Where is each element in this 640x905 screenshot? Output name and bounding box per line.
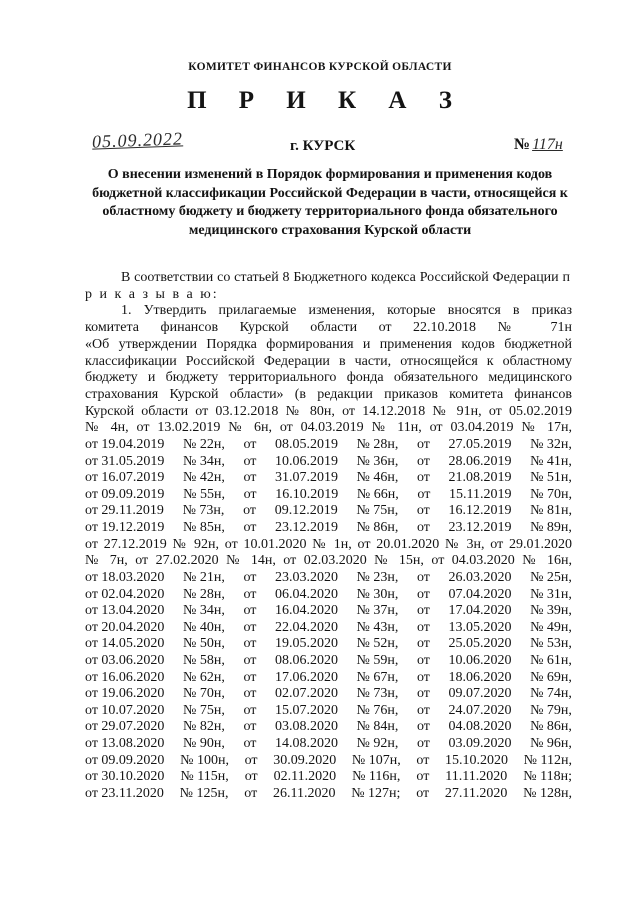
amendment-cell: от <box>243 520 257 535</box>
amendment-cell: № 86н, <box>356 520 399 535</box>
amendment-row <box>85 487 572 504</box>
amendment-cell: № 128н, <box>523 785 572 801</box>
amendment-cell: от <box>243 503 257 519</box>
amendment-cell: от <box>416 470 430 486</box>
amendment-cell: 26.11.2020 <box>272 785 336 801</box>
amendment-cell: № 75н, <box>356 503 399 519</box>
amendment-cell: 10.06.2020 <box>448 652 512 668</box>
amendment-cell: от 23.11.2020 <box>85 785 164 801</box>
amendment-cell: № 70н, <box>183 686 225 702</box>
amendment-list-2 <box>85 570 572 802</box>
text-line: комитета финансов Курской области от 22.10.2018 № 71н <box>85 320 572 336</box>
amendment-cell: от 16.07.2019 <box>85 470 165 486</box>
amendment-row <box>85 686 572 703</box>
amendment-cell: от <box>243 702 257 718</box>
amendment-cell: 18.06.2020 <box>448 669 512 685</box>
amendment-cell: № 116н, <box>352 769 401 785</box>
amendment-cell: 27.11.2020 <box>444 785 508 801</box>
amendment-cell: 13.05.2020 <box>448 619 512 635</box>
amendment-cell: № 25н, <box>530 570 572 585</box>
amendment-cell: от <box>243 570 257 585</box>
amendment-cell: 11.11.2020 <box>445 769 508 785</box>
amendment-mid-lines <box>85 537 572 570</box>
amendment-cell: № 127н; <box>351 785 401 801</box>
order-number <box>514 136 563 154</box>
amendment-cell: от <box>416 520 430 535</box>
amendment-cell: от 19.12.2019 <box>85 520 165 535</box>
amendment-cell: № 22н, <box>183 437 225 453</box>
amendment-cell: 02.11.2020 <box>273 769 337 785</box>
amendment-cell: от <box>243 669 257 685</box>
amendment-cell: № 28н, <box>183 586 225 602</box>
amendment-row <box>85 736 572 753</box>
intro-paragraph <box>85 270 572 303</box>
amendment-cell: от 19.06.2020 <box>85 686 165 702</box>
amendment-cell: 06.04.2020 <box>274 586 338 602</box>
amendment-cell: 25.05.2020 <box>448 636 512 652</box>
number-label: № <box>514 136 531 153</box>
amendment-cell: № 73н, <box>182 503 225 519</box>
amendment-cell: от 18.03.2020 <box>85 570 165 585</box>
amendment-cell: 31.07.2019 <box>274 470 338 486</box>
amendment-cell: от 03.06.2020 <box>85 652 165 668</box>
amendment-cell: от 09.09.2020 <box>85 752 165 768</box>
amendment-cell: от 19.04.2019 <box>85 437 165 453</box>
amendment-cell: от 20.04.2020 <box>85 619 165 635</box>
amendment-cell: от <box>243 586 257 602</box>
order-body <box>85 270 572 802</box>
amendment-cell: 09.12.2019 <box>274 503 338 519</box>
amendment-cell: № 81н, <box>530 503 572 519</box>
amendment-cell: от <box>244 752 258 768</box>
amendment-cell: № 42н, <box>183 470 225 486</box>
amendment-row <box>85 603 572 620</box>
amendment-cell: № 43н, <box>356 619 399 635</box>
amendment-row <box>85 570 572 587</box>
amendment-cell: от 31.05.2019 <box>85 453 165 469</box>
amendment-cell: от <box>243 470 257 486</box>
amendment-row <box>85 454 572 471</box>
amendment-cell: от <box>416 785 430 801</box>
amendment-row <box>85 636 572 653</box>
amendment-cell: 21.08.2019 <box>448 470 512 486</box>
amendment-cell: № 49н, <box>530 619 572 635</box>
amendment-cell: от <box>416 453 430 469</box>
amendment-cell: от 29.07.2020 <box>85 719 165 735</box>
amendment-row <box>85 503 572 520</box>
amendment-row <box>85 620 572 637</box>
amendment-cell: № 107н, <box>351 752 401 768</box>
amendment-cell: 22.04.2020 <box>274 619 338 635</box>
amendment-cell: № 53н, <box>530 636 572 652</box>
amendment-cell: № 34н, <box>183 603 225 619</box>
amendment-cell: № 90н, <box>183 735 225 751</box>
text-line: № 4н, от 13.02.2019 № 6н, от 04.03.2019 № 11н, от 03.04.2019 № 17н, <box>85 420 572 436</box>
amendment-cell: 17.04.2020 <box>448 603 512 619</box>
amendment-cell: № 92н, <box>356 735 399 751</box>
text-line: 1. Утвердить прилагаемые изменения, которые вносятся в приказ <box>121 303 572 319</box>
amendment-cell: от <box>416 652 430 668</box>
amendment-cell: № 86н, <box>530 719 572 735</box>
amendment-cell: 02.07.2020 <box>274 686 338 702</box>
amendment-cell: № 125н, <box>179 785 229 801</box>
amendment-cell: 03.09.2020 <box>448 735 512 751</box>
amendment-cell: 26.03.2020 <box>448 570 512 585</box>
amendment-cell: № 69н, <box>530 669 572 685</box>
amendment-cell: от <box>243 719 257 735</box>
amendment-cell: № 85н, <box>183 520 225 535</box>
amendment-cell: № 36н, <box>356 453 399 469</box>
text-line: бюджету и бюджету территориального фонда обязательного медицинского <box>85 370 572 386</box>
amendment-cell: 17.06.2020 <box>274 669 338 685</box>
amendment-cell: 04.08.2020 <box>448 719 512 735</box>
amendment-cell: № 23н, <box>356 570 399 585</box>
amendment-cell: № 61н, <box>530 652 572 668</box>
amendment-cell: № 115н, <box>180 769 229 785</box>
amendment-cell: от 16.06.2020 <box>85 669 165 685</box>
amendment-cell: № 96н, <box>530 735 572 751</box>
amendment-cell: от 13.04.2020 <box>85 603 165 619</box>
text-line: «Об утверждении Порядка формирования и применения кодов бюджетной <box>85 336 572 352</box>
amendment-cell: № 73н, <box>356 686 399 702</box>
amendment-cell: 23.12.2019 <box>448 520 512 535</box>
amendment-cell: № 52н, <box>356 636 399 652</box>
amendment-cell: 16.12.2019 <box>448 503 512 519</box>
text-line: классификации Российской Федерации в части, относящейся к областному <box>85 353 572 369</box>
amendment-cell: от <box>416 702 430 718</box>
item1-text <box>85 303 572 437</box>
amendment-cell: от <box>243 652 257 668</box>
intro-text: В соответствии со статьей 8 Бюджетного кодекса Российской Федерации <box>121 270 559 285</box>
amendment-cell: № 84н, <box>356 719 399 735</box>
amendment-cell: 10.06.2019 <box>274 453 338 469</box>
amendment-cell: 15.10.2020 <box>444 752 508 768</box>
amendment-row <box>85 470 572 487</box>
text-line: № 7н, от 27.02.2020 № 14н, от 02.03.2020 № 15н, от 04.03.2020 № 16н, <box>85 553 572 569</box>
amendment-row <box>85 703 572 720</box>
amendment-row <box>85 520 572 537</box>
order-subject: О внесении изменений в Порядок формирования и применения кодов бюджетной классификации Российской Федерации в части, относящейся к областному бюджету и бюджету территориального фонда обязательного медицинского страхования Курской области <box>92 167 568 238</box>
amendment-cell: 08.06.2020 <box>274 652 338 668</box>
amendment-cell: № 34н, <box>183 453 225 469</box>
amendment-cell: от <box>243 486 257 502</box>
amendment-cell: 09.07.2020 <box>448 686 512 702</box>
amendment-cell: от <box>244 785 258 801</box>
amendment-cell: от <box>416 735 430 751</box>
amendment-cell: № 89н, <box>530 520 572 535</box>
amendment-cell: № 30н, <box>356 586 399 602</box>
amendment-row <box>85 753 572 770</box>
amendment-row <box>85 587 572 604</box>
amendment-cell: 23.03.2020 <box>274 570 338 585</box>
amendment-cell: от <box>416 636 430 652</box>
amendment-cell: № 75н, <box>183 702 225 718</box>
amendment-cell: от <box>416 719 430 735</box>
city-label: г. КУРСК <box>290 138 356 154</box>
amendment-cell: № 21н, <box>183 570 225 585</box>
amendment-list-1 <box>85 437 572 537</box>
amendment-cell: 16.10.2019 <box>275 486 339 502</box>
amendment-cell: № 76н, <box>356 702 399 718</box>
amendment-cell: 30.09.2020 <box>273 752 337 768</box>
amendment-row <box>85 653 572 670</box>
amendment-cell: № 51н, <box>530 470 572 486</box>
amendment-cell: 16.04.2020 <box>274 603 338 619</box>
amendment-cell: 15.11.2019 <box>448 486 512 502</box>
amendment-cell: № 28н, <box>356 437 399 453</box>
amendment-cell: 08.05.2019 <box>274 437 338 453</box>
amendment-row <box>85 719 572 736</box>
amendment-row <box>85 786 572 803</box>
amendment-cell: от 02.04.2020 <box>85 586 165 602</box>
amendment-cell: от 14.05.2020 <box>85 636 165 652</box>
amendment-cell: № 59н, <box>356 652 399 668</box>
handwritten-number: 117н <box>532 136 563 153</box>
amendment-cell: от <box>416 769 430 785</box>
text-line: Курской области от 03.12.2018 № 80н, от 14.12.2018 № 91н, от 05.02.2019 <box>85 403 572 419</box>
amendment-cell: от 13.08.2020 <box>85 735 165 751</box>
amendment-row <box>85 437 572 454</box>
amendment-cell: № 100н, <box>180 752 229 768</box>
amendment-cell: № 118н; <box>523 769 572 785</box>
amendment-cell: № 66н, <box>356 486 399 502</box>
amendment-cell: № 40н, <box>183 619 225 635</box>
amendment-cell: от 29.11.2019 <box>85 503 164 519</box>
amendment-cell: 19.05.2020 <box>274 636 338 652</box>
amendment-cell: от <box>243 735 257 751</box>
amendment-cell: 28.06.2019 <box>448 453 512 469</box>
amendment-cell: от <box>417 486 431 502</box>
amendment-cell: № 82н, <box>183 719 225 735</box>
amendment-cell: от <box>243 453 257 469</box>
amendment-cell: № 62н, <box>183 669 225 685</box>
amendment-cell: от <box>416 437 430 453</box>
text-line: страхования Курской области» (в редакции приказов комитета финансов <box>85 386 572 402</box>
amendment-cell: 23.12.2019 <box>274 520 338 535</box>
amendment-cell: от <box>416 603 430 619</box>
handwritten-date: 05.09.2022 <box>91 128 184 152</box>
amendment-cell: от <box>416 570 430 585</box>
amendment-cell: № 112н, <box>523 752 572 768</box>
amendment-cell: № 46н, <box>356 470 399 486</box>
amendment-cell: 24.07.2020 <box>448 702 512 718</box>
amendment-cell: от <box>244 769 258 785</box>
amendment-cell: от <box>243 686 257 702</box>
amendment-cell: 07.04.2020 <box>448 586 512 602</box>
amendment-cell: от <box>416 686 430 702</box>
amendment-cell: № 32н, <box>530 437 572 453</box>
amendment-cell: № 67н, <box>356 669 399 685</box>
amendment-cell: № 31н, <box>530 586 572 602</box>
amendment-cell: № 50н, <box>183 636 225 652</box>
amendment-cell: от <box>243 603 257 619</box>
amendment-cell: от 30.10.2020 <box>85 769 165 785</box>
amendment-cell: № 58н, <box>183 652 225 668</box>
amendment-cell: № 37н, <box>356 603 399 619</box>
amendment-cell: от <box>416 586 430 602</box>
amendment-cell: от 10.07.2020 <box>85 702 165 718</box>
amendment-cell: 03.08.2020 <box>274 719 338 735</box>
committee-heading: КОМИТЕТ ФИНАНСОВ КУРСКОЙ ОБЛАСТИ <box>188 61 452 73</box>
amendment-cell: № 39н, <box>530 603 572 619</box>
amendment-cell: № 79н, <box>530 702 572 718</box>
intro-decree: п р и к а з ы в а ю: <box>85 270 573 302</box>
amendment-cell: № 74н, <box>530 686 572 702</box>
amendment-cell: от <box>416 619 430 635</box>
amendment-cell: от <box>243 636 257 652</box>
amendment-cell: 15.07.2020 <box>274 702 338 718</box>
order-title: П Р И К А З <box>187 87 465 114</box>
amendment-cell: № 41н, <box>530 453 572 469</box>
amendment-cell: от <box>416 752 430 768</box>
text-line: от 27.12.2019 № 92н, от 10.01.2020 № 1н, от 20.01.2020 № 3н, от 29.01.2020 <box>85 536 572 552</box>
amendment-cell: от 09.09.2019 <box>85 486 165 502</box>
amendment-row <box>85 769 572 786</box>
amendment-cell: от <box>243 437 257 453</box>
amendment-cell: № 55н, <box>183 486 225 502</box>
amendment-cell: от <box>416 503 430 519</box>
amendment-cell: 14.08.2020 <box>274 735 338 751</box>
amendment-cell: № 70н, <box>530 486 572 502</box>
amendment-cell: 27.05.2019 <box>448 437 512 453</box>
amendment-cell: от <box>416 669 430 685</box>
amendment-row <box>85 670 572 687</box>
amendment-cell: от <box>243 619 257 635</box>
